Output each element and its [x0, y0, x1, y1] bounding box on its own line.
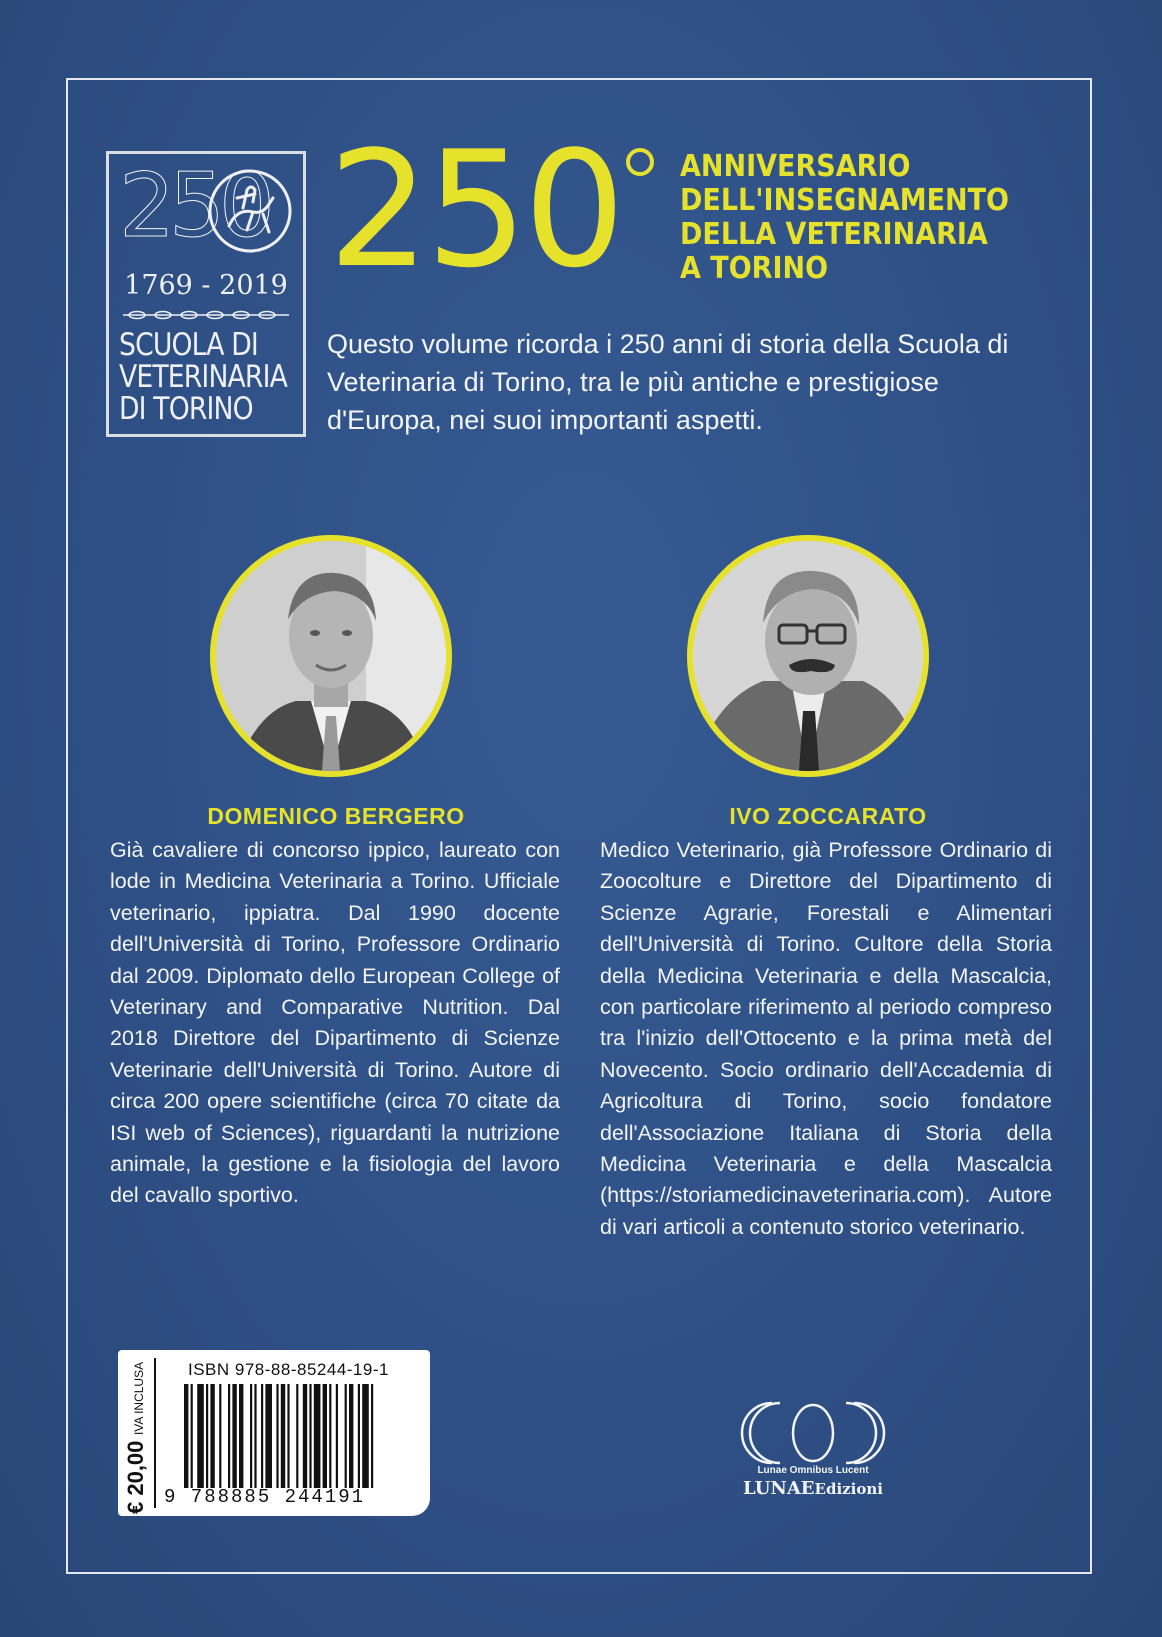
chain-divider-icon: [123, 310, 289, 320]
publisher-name: LUNAEEdizioni: [743, 1478, 883, 1499]
barcode-bar: [239, 1384, 243, 1488]
headline-line: ANNIVERSARIO: [680, 149, 911, 184]
isbn-text: ISBN 978-88-85244-19-1: [188, 1360, 389, 1379]
barcode-bar: [206, 1384, 208, 1488]
barcode-bar: [358, 1384, 360, 1488]
author-bio: Medico Veterinario, già Professore Ordinario di Zoocolture e Direttore del Dipartimento di Scienze Agrarie, Forestali e Alimentari dell'Università di Torino. Cultore della Storia della Medicina Veterinaria e della Mascalcia, con particolare riferimento al periodo compreso tra l'inizio dell'Ottocento e la prima metà del Novecento. Socio ordinario dell'Accademia di Agricoltura di Torino, socio fondatore dell'Associazione Italiana di Storia della Medicina Veterinaria e della Mascalcia (https://storiamedicinaveterinaria.com). Autore di vari articoli a contenuto storico veterinario.: [600, 838, 1052, 1239]
barcode-bar: [265, 1384, 272, 1488]
price-note: IVA INCLUSA: [132, 1361, 146, 1436]
ean-number: 9 788885 244191: [164, 1486, 366, 1508]
barcode-bar: [254, 1384, 256, 1488]
publisher-motto: Lunae Omnibus Lucent: [757, 1465, 869, 1476]
barcode-bar: [323, 1384, 327, 1488]
headline-number: 250: [328, 116, 622, 303]
intro-text: Questo volume ricorda i 250 anni di storia della Scuola di Veterinaria di Torino, tra le più antiche e prestigiose d'Europa, nei suoi importanti aspetti.: [327, 329, 1009, 435]
barcode-bar: [276, 1384, 278, 1488]
headline-line: A TORINO: [680, 251, 829, 286]
barcode-bar: [329, 1384, 331, 1488]
barcode-bar: [210, 1384, 214, 1488]
barcode-bar: [345, 1384, 347, 1488]
degree-symbol-icon: [626, 148, 654, 176]
headline-line: DELL'INSEGNAMENTO: [680, 183, 1010, 218]
headline-subtitle: [680, 150, 1040, 286]
price-label: [120, 1354, 152, 1514]
barcode-bar: [336, 1384, 338, 1488]
logo-number: 250: [119, 154, 269, 257]
author-bio: Già cavaliere di concorso ippico, laureato con lode in Medicina Veterinaria a Torino. Ufficiale veterinario, ippiatra. Dal 1990 docente dell'Università di Torino, Professore Ordinario dal 2009. Diplomato dello European College of Veterinary and Comparative Nutrition. Dal 2018 Direttore del Dipartimento di Scienze Veterinarie dell'Università di Torino. Autore di circa 200 opere scientifiche (circa 70 citate da ISI web of Sciences), riguardanti la nutrizione animale, la gestione e la fisiologia del lavoro del cavallo sportivo.: [110, 838, 560, 1208]
barcode-bar: [371, 1384, 373, 1488]
logo-line-3: DI TORINO: [119, 391, 253, 427]
barcode-bar: [197, 1384, 204, 1488]
barcode-bar: [287, 1384, 289, 1488]
barcode-icon: [184, 1384, 416, 1488]
barcode-bar: [232, 1384, 236, 1488]
barcode-bar: [303, 1384, 307, 1488]
publisher-name-suffix: dizioni: [825, 1480, 883, 1498]
author-portrait-zoccarato: [687, 535, 929, 777]
price-value: € 20,00: [123, 1440, 148, 1514]
barcode-bar: [349, 1384, 353, 1488]
barcode-bar: [228, 1384, 230, 1488]
author-portrait-bergero: [210, 535, 452, 777]
centaur-emblem-icon: [207, 168, 293, 254]
barcode-bar: [296, 1384, 298, 1488]
barcode-bar: [309, 1384, 311, 1488]
barcode-bar: [250, 1384, 252, 1488]
publisher-name-main: LUNAE: [743, 1478, 815, 1499]
logo-line-1: SCUOLA DI: [119, 327, 258, 363]
author-name: DOMENICO BERGERO: [207, 803, 465, 829]
barcode-divider: [154, 1358, 156, 1508]
publisher-moon-logo-icon: [738, 1393, 888, 1473]
author-name: IVO ZOCCARATO: [729, 803, 927, 829]
headline-line: DELLA VETERINARIA: [680, 217, 988, 252]
barcode-bar: [281, 1384, 285, 1488]
portrait-photo-icon: [216, 541, 446, 771]
barcode-bar: [314, 1384, 321, 1488]
barcode-bar: [261, 1384, 263, 1488]
portrait-photo-icon: [693, 541, 923, 771]
logo-line-2: VETERINARIA: [119, 359, 287, 395]
barcode-label: [118, 1350, 430, 1516]
anniversary-logo: [106, 151, 306, 437]
logo-years: 1769 - 2019: [124, 270, 288, 301]
barcode-bar: [219, 1384, 221, 1488]
barcode-bar: [191, 1384, 193, 1488]
barcode-bar: [362, 1384, 369, 1488]
barcode-bar: [184, 1384, 188, 1488]
